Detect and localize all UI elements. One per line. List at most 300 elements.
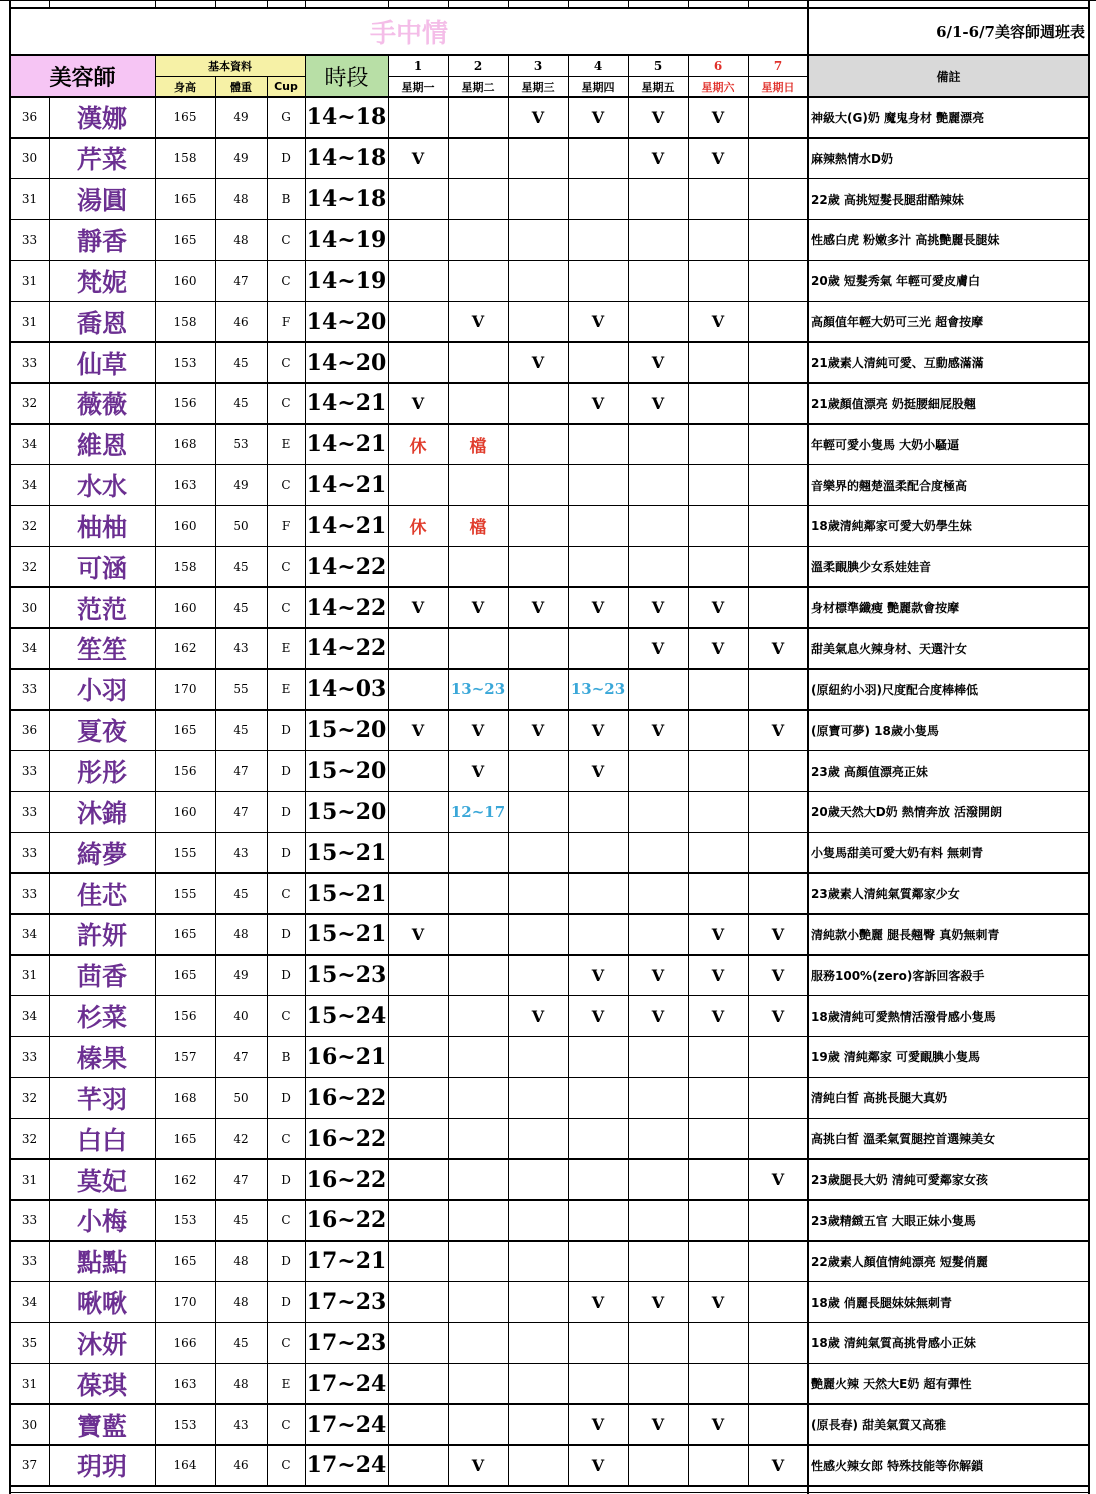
height-cell: 165 bbox=[173, 110, 197, 125]
grid-line bbox=[10, 995, 1089, 997]
weight-cell: 46 bbox=[233, 1458, 249, 1473]
shift-cell: V bbox=[591, 1292, 605, 1312]
note-cell: 18歲 俏麗長腿妹妹無刺青 bbox=[811, 1295, 952, 1310]
shift-cell bbox=[508, 220, 568, 261]
shift-cell bbox=[568, 832, 628, 873]
therapist-name: 范范 bbox=[76, 594, 127, 624]
shift-cell bbox=[628, 832, 688, 873]
shift-cell bbox=[688, 179, 748, 220]
grid-line bbox=[10, 709, 1089, 711]
header-day-name: 星期日 bbox=[761, 80, 795, 94]
shift-cell bbox=[388, 751, 448, 792]
grid-line bbox=[10, 586, 1089, 588]
time-slot-cell: 14~22 bbox=[306, 594, 387, 621]
therapist-name: 柚柚 bbox=[76, 512, 127, 542]
note-cell: 18歲清純鄰家可愛大奶學生妹 bbox=[811, 519, 972, 534]
shift-cell bbox=[508, 669, 568, 710]
grid-line bbox=[10, 260, 1089, 262]
height-cell: 165 bbox=[173, 1254, 197, 1269]
shift-cell bbox=[448, 1037, 508, 1078]
weight-cell: 47 bbox=[233, 1049, 249, 1064]
shift-cell bbox=[388, 301, 448, 342]
cup-cell: B bbox=[281, 1049, 291, 1064]
grid-line bbox=[10, 627, 1089, 629]
time-slot-cell: 14~21 bbox=[306, 472, 387, 499]
shift-cell bbox=[388, 97, 448, 138]
shift-cell bbox=[688, 424, 748, 465]
height-cell: 155 bbox=[173, 845, 197, 860]
grid-line bbox=[388, 0, 389, 8]
header-height-label: 身高 bbox=[155, 76, 215, 97]
shift-cell bbox=[388, 996, 448, 1037]
header-day-name: 星期一 bbox=[401, 80, 435, 94]
age-cell: 33 bbox=[21, 764, 38, 779]
note-cell: 18歲 清純氣質高挑骨感小正妹 bbox=[811, 1336, 976, 1351]
shift-cell: V bbox=[711, 1006, 725, 1026]
grid-line bbox=[10, 546, 1089, 548]
shift-cell bbox=[448, 873, 508, 914]
shift-cell bbox=[508, 1159, 568, 1200]
header-notes-label: 備註 bbox=[808, 55, 1089, 97]
height-cell: 165 bbox=[173, 232, 197, 247]
shift-cell: V bbox=[711, 1292, 725, 1312]
cup-cell: C bbox=[281, 273, 291, 288]
cup-cell: F bbox=[281, 314, 291, 329]
shift-cell bbox=[628, 1241, 688, 1282]
therapist-name: 綺夢 bbox=[76, 839, 127, 869]
height-cell: 156 bbox=[173, 1009, 197, 1024]
shift-cell bbox=[688, 383, 748, 424]
grid-line bbox=[568, 0, 569, 8]
cup-cell: C bbox=[281, 1458, 291, 1473]
age-cell: 36 bbox=[21, 110, 38, 125]
shift-cell bbox=[748, 1077, 808, 1118]
cup-cell: D bbox=[281, 845, 291, 860]
shift-cell: V bbox=[651, 720, 665, 740]
time-slot-cell: 17~23 bbox=[306, 1289, 387, 1316]
grid-line bbox=[155, 76, 305, 77]
shift-cell bbox=[748, 1404, 808, 1445]
shift-cell bbox=[448, 1282, 508, 1323]
therapist-name: 小梅 bbox=[76, 1207, 127, 1237]
grid-line bbox=[10, 7, 1089, 9]
shift-cell: V bbox=[771, 924, 785, 944]
note-cell: 23歲 高顏值漂亮正妹 bbox=[811, 764, 928, 779]
header-basic-label: 基本資料 bbox=[155, 55, 305, 76]
cup-cell: D bbox=[281, 1254, 291, 1269]
therapist-name: 夏夜 bbox=[76, 717, 127, 747]
shift-cell bbox=[748, 832, 808, 873]
weight-cell: 45 bbox=[233, 396, 249, 411]
shift-cell: V bbox=[771, 1455, 785, 1475]
weight-cell: 48 bbox=[233, 1295, 249, 1310]
shift-cell bbox=[508, 546, 568, 587]
weight-cell: 47 bbox=[233, 764, 249, 779]
shift-cell bbox=[628, 465, 688, 506]
shift-cell: 休 bbox=[409, 518, 427, 539]
shift-cell bbox=[388, 465, 448, 506]
note-cell: 19歲 清純鄰家 可愛靦腆小隻馬 bbox=[811, 1050, 981, 1065]
shift-cell bbox=[748, 791, 808, 832]
cup-cell: D bbox=[281, 804, 291, 819]
weight-cell: 42 bbox=[233, 1131, 249, 1146]
age-cell: 33 bbox=[21, 1254, 38, 1269]
weight-cell: 45 bbox=[233, 1213, 249, 1228]
cup-cell: D bbox=[281, 151, 291, 166]
shift-cell bbox=[508, 628, 568, 669]
time-slot-cell: 16~21 bbox=[306, 1043, 387, 1070]
grid-line bbox=[10, 1158, 1089, 1160]
cup-cell: C bbox=[281, 478, 291, 493]
weight-cell: 48 bbox=[233, 1376, 249, 1391]
age-cell: 34 bbox=[21, 641, 38, 656]
shift-cell bbox=[448, 832, 508, 873]
shift-cell bbox=[628, 1363, 688, 1404]
shift-cell bbox=[448, 1200, 508, 1241]
grid-line bbox=[10, 791, 1089, 793]
grid-line bbox=[10, 750, 1089, 752]
weight-cell: 55 bbox=[233, 682, 249, 697]
shift-cell bbox=[748, 465, 808, 506]
note-cell: 清純款小艷麗 腿長翹臀 真奶無刺青 bbox=[811, 927, 1000, 942]
age-cell: 33 bbox=[21, 1049, 38, 1064]
shift-cell: V bbox=[651, 353, 665, 373]
header-day-number: 1 bbox=[413, 58, 423, 73]
shift-cell bbox=[508, 1200, 568, 1241]
grid-line bbox=[628, 55, 629, 1486]
shift-cell: V bbox=[471, 312, 485, 332]
shift-cell bbox=[388, 546, 448, 587]
height-cell: 160 bbox=[173, 804, 197, 819]
shift-cell: V bbox=[591, 761, 605, 781]
height-cell: 170 bbox=[173, 682, 197, 697]
grid-line bbox=[49, 97, 50, 1486]
grid-line bbox=[688, 0, 689, 8]
therapist-name: 薇薇 bbox=[76, 390, 127, 420]
shift-cell: V bbox=[651, 1415, 665, 1435]
shift-cell bbox=[508, 1363, 568, 1404]
therapist-name: 靜香 bbox=[76, 226, 127, 256]
cup-cell: D bbox=[281, 927, 291, 942]
grid-line bbox=[10, 1118, 1089, 1120]
grid-line bbox=[10, 96, 1089, 98]
shift-cell bbox=[508, 832, 568, 873]
shift-cell bbox=[688, 1077, 748, 1118]
age-cell: 33 bbox=[21, 804, 38, 819]
note-cell: 年輕可愛小隻馬 大奶小騷逼 bbox=[811, 437, 960, 452]
shift-cell: 檔 bbox=[469, 518, 487, 539]
note-cell: 23歲精緻五官 大眼正妹小隻馬 bbox=[811, 1213, 976, 1228]
header-day-number: 2 bbox=[473, 58, 483, 73]
age-cell: 32 bbox=[21, 1090, 38, 1105]
grid-line bbox=[10, 464, 1089, 466]
note-cell: 22歲 高挑短髮長腿甜酷辣妹 bbox=[811, 192, 964, 207]
cup-cell: D bbox=[281, 1172, 291, 1187]
shift-cell: V bbox=[771, 638, 785, 658]
age-cell: 33 bbox=[21, 232, 38, 247]
cup-cell: E bbox=[281, 437, 291, 452]
cup-cell: C bbox=[281, 232, 291, 247]
time-slot-cell: 16~22 bbox=[306, 1084, 387, 1111]
therapist-name: 許妍 bbox=[76, 921, 127, 951]
time-slot-cell: 15~21 bbox=[306, 839, 387, 866]
cup-cell: C bbox=[281, 1131, 291, 1146]
grid-line bbox=[748, 55, 749, 1486]
header-day-name: 星期五 bbox=[641, 80, 675, 94]
grid-line bbox=[10, 1240, 1089, 1242]
height-cell: 168 bbox=[173, 1090, 197, 1105]
height-cell: 162 bbox=[173, 641, 197, 656]
time-slot-cell: 17~24 bbox=[306, 1452, 387, 1479]
shift-cell bbox=[508, 179, 568, 220]
grid-line bbox=[305, 0, 306, 8]
time-slot-cell: 14~22 bbox=[306, 635, 387, 662]
therapist-name: 沐錦 bbox=[76, 798, 127, 828]
shift-cell bbox=[628, 424, 688, 465]
shift-cell bbox=[628, 669, 688, 710]
therapist-name: 彤彤 bbox=[76, 758, 127, 788]
shift-cell: V bbox=[411, 393, 425, 413]
shift-cell bbox=[628, 1445, 688, 1486]
time-slot-cell: 15~20 bbox=[306, 758, 387, 785]
height-cell: 163 bbox=[173, 478, 197, 493]
weight-cell: 48 bbox=[233, 927, 249, 942]
weight-cell: 43 bbox=[233, 1417, 249, 1432]
shift-cell bbox=[748, 424, 808, 465]
therapist-name: 維恩 bbox=[76, 431, 127, 461]
grid-line bbox=[10, 668, 1089, 670]
age-cell: 36 bbox=[21, 723, 38, 738]
shift-cell bbox=[508, 1323, 568, 1364]
age-cell: 32 bbox=[21, 559, 38, 574]
shift-cell: V bbox=[591, 1415, 605, 1435]
height-cell: 164 bbox=[173, 1458, 197, 1473]
grid-line bbox=[748, 0, 749, 8]
shift-cell bbox=[388, 1282, 448, 1323]
therapist-name: 啾啾 bbox=[76, 1289, 127, 1319]
note-cell: 20歲天然大D奶 熱情奔放 活潑開朗 bbox=[811, 805, 1003, 820]
grid-line bbox=[10, 301, 1089, 303]
time-slot-cell: 14~03 bbox=[306, 676, 387, 703]
weight-cell: 47 bbox=[233, 1172, 249, 1187]
shift-cell bbox=[568, 1200, 628, 1241]
note-cell: 21歲顏值漂亮 奶挺腰細屁股翹 bbox=[811, 396, 976, 411]
age-cell: 37 bbox=[21, 1458, 38, 1473]
time-slot-cell: 14~22 bbox=[306, 553, 387, 580]
shift-cell bbox=[388, 1363, 448, 1404]
shift-cell bbox=[628, 1118, 688, 1159]
shift-cell bbox=[508, 1077, 568, 1118]
shift-cell: V bbox=[711, 598, 725, 618]
header-weight-label: 體重 bbox=[215, 76, 267, 97]
therapist-name: 佳芯 bbox=[76, 880, 127, 910]
grid-line bbox=[688, 55, 689, 1486]
shift-cell: V bbox=[711, 312, 725, 332]
time-slot-cell: 16~22 bbox=[306, 1207, 387, 1234]
shift-cell bbox=[748, 1118, 808, 1159]
shift-cell bbox=[748, 873, 808, 914]
age-cell: 34 bbox=[21, 478, 38, 493]
shift-cell bbox=[748, 383, 808, 424]
shift-cell bbox=[568, 914, 628, 955]
shift-cell bbox=[748, 260, 808, 301]
shift-cell bbox=[748, 506, 808, 547]
shift-cell bbox=[628, 220, 688, 261]
height-cell: 165 bbox=[173, 927, 197, 942]
time-slot-cell: 17~24 bbox=[306, 1370, 387, 1397]
shift-cell: V bbox=[471, 598, 485, 618]
height-cell: 168 bbox=[173, 437, 197, 452]
shift-cell bbox=[388, 1037, 448, 1078]
note-cell: 身材標準纖瘦 艷麗款會按摩 bbox=[811, 601, 960, 616]
shift-cell bbox=[448, 383, 508, 424]
cup-cell: D bbox=[281, 723, 291, 738]
shift-cell: V bbox=[651, 393, 665, 413]
grid-line bbox=[388, 76, 808, 77]
cup-cell: B bbox=[281, 192, 291, 207]
time-slot-cell: 15~20 bbox=[306, 717, 387, 744]
shift-cell bbox=[508, 1404, 568, 1445]
shift-cell bbox=[568, 179, 628, 220]
shift-cell bbox=[628, 179, 688, 220]
note-cell: 高挑白皙 溫柔氣質腿控首選辣美女 bbox=[811, 1132, 996, 1147]
shift-cell: V bbox=[711, 924, 725, 944]
height-cell: 158 bbox=[173, 314, 197, 329]
header-day-number: 5 bbox=[653, 58, 663, 73]
note-cell: 23歲腿長大奶 清純可愛鄰家女孩 bbox=[811, 1173, 988, 1188]
weight-cell: 45 bbox=[233, 559, 249, 574]
cup-cell: C bbox=[281, 355, 291, 370]
time-slot-cell: 14~21 bbox=[306, 512, 387, 539]
time-slot-cell: 14~18 bbox=[306, 104, 387, 131]
shift-cell bbox=[388, 1445, 448, 1486]
shift-cell bbox=[448, 628, 508, 669]
shift-cell bbox=[748, 97, 808, 138]
cup-cell: E bbox=[281, 1376, 291, 1391]
time-slot-cell: 16~22 bbox=[306, 1125, 387, 1152]
shift-cell: V bbox=[471, 1455, 485, 1475]
therapist-name: 仙草 bbox=[76, 349, 127, 379]
shift-cell bbox=[448, 1077, 508, 1118]
shift-cell bbox=[508, 506, 568, 547]
shift-cell bbox=[448, 1118, 508, 1159]
grid-line bbox=[10, 872, 1089, 874]
therapist-name: 莫妃 bbox=[76, 1166, 127, 1196]
grid-line bbox=[215, 76, 216, 1486]
age-cell: 30 bbox=[21, 1417, 38, 1432]
grid-line bbox=[10, 137, 1089, 139]
weight-cell: 49 bbox=[233, 110, 249, 125]
grid-line bbox=[155, 0, 156, 8]
grid-line bbox=[807, 0, 809, 1494]
note-cell: 服務100%(zero)客訴回客殺手 bbox=[811, 968, 985, 983]
note-cell: 小隻馬甜美可愛大奶有料 無刺青 bbox=[811, 846, 984, 861]
shift-cell bbox=[508, 138, 568, 179]
weight-cell: 40 bbox=[233, 1009, 249, 1024]
shift-cell bbox=[568, 220, 628, 261]
shift-cell: 檔 bbox=[469, 436, 487, 457]
shift-cell bbox=[568, 1241, 628, 1282]
shift-cell bbox=[568, 424, 628, 465]
header-cup-label: Cup bbox=[267, 76, 305, 97]
age-cell: 34 bbox=[21, 437, 38, 452]
weight-cell: 49 bbox=[233, 968, 249, 983]
shift-cell bbox=[568, 260, 628, 301]
time-slot-cell: 15~24 bbox=[306, 1003, 387, 1030]
header-day-number: 4 bbox=[593, 58, 603, 73]
shift-cell bbox=[688, 1037, 748, 1078]
shift-cell bbox=[568, 628, 628, 669]
grid-line bbox=[10, 1281, 1089, 1283]
cup-cell: C bbox=[281, 886, 291, 901]
cup-cell: E bbox=[281, 641, 291, 656]
age-cell: 31 bbox=[21, 1376, 38, 1391]
shift-cell: V bbox=[651, 598, 665, 618]
age-cell: 31 bbox=[21, 1172, 38, 1187]
age-cell: 31 bbox=[21, 968, 38, 983]
shift-cell: V bbox=[411, 720, 425, 740]
grid-line bbox=[10, 1492, 1089, 1493]
shift-cell bbox=[688, 751, 748, 792]
height-cell: 158 bbox=[173, 151, 197, 166]
note-cell: (原長春) 甜美氣質又高雅 bbox=[811, 1418, 947, 1433]
shift-cell: V bbox=[651, 638, 665, 658]
shift-cell bbox=[388, 260, 448, 301]
weight-cell: 48 bbox=[233, 1254, 249, 1269]
shift-cell bbox=[388, 179, 448, 220]
shift-cell bbox=[508, 1118, 568, 1159]
grid-line bbox=[10, 913, 1089, 915]
time-slot-cell: 15~21 bbox=[306, 921, 387, 948]
note-cell: 23歲素人清純氣質鄰家少女 bbox=[811, 887, 960, 902]
shift-cell bbox=[448, 546, 508, 587]
shift-cell: V bbox=[711, 1415, 725, 1435]
shift-cell bbox=[568, 1323, 628, 1364]
shift-cell bbox=[748, 1037, 808, 1078]
header-day-name: 星期三 bbox=[521, 80, 555, 94]
time-slot-cell: 14~19 bbox=[306, 267, 387, 294]
shift-cell: 13~23 bbox=[570, 680, 626, 699]
time-slot-cell: 14~19 bbox=[306, 226, 387, 253]
height-cell: 153 bbox=[173, 1417, 197, 1432]
shift-cell: V bbox=[411, 148, 425, 168]
shift-cell bbox=[508, 1241, 568, 1282]
shift-cell: V bbox=[411, 924, 425, 944]
shift-cell: 13~23 bbox=[450, 680, 506, 699]
grid-line bbox=[49, 0, 50, 8]
shift-cell bbox=[568, 138, 628, 179]
shift-cell bbox=[688, 465, 748, 506]
grid-line bbox=[508, 55, 509, 1486]
height-cell: 166 bbox=[173, 1335, 197, 1350]
shift-cell bbox=[748, 220, 808, 261]
shift-cell bbox=[508, 914, 568, 955]
time-slot-cell: 14~21 bbox=[306, 431, 387, 458]
cup-cell: E bbox=[281, 682, 291, 697]
shift-cell: V bbox=[531, 598, 545, 618]
time-slot-cell: 14~18 bbox=[306, 145, 387, 172]
age-cell: 32 bbox=[21, 396, 38, 411]
shift-cell bbox=[688, 873, 748, 914]
grid-line bbox=[448, 55, 449, 1486]
shift-cell bbox=[688, 342, 748, 383]
shift-cell bbox=[388, 1200, 448, 1241]
note-cell: 麻辣熱情水D奶 bbox=[811, 151, 893, 166]
shift-cell: V bbox=[771, 1170, 785, 1190]
age-cell: 31 bbox=[21, 273, 38, 288]
shift-cell bbox=[508, 424, 568, 465]
time-slot-cell: 17~23 bbox=[306, 1329, 387, 1356]
